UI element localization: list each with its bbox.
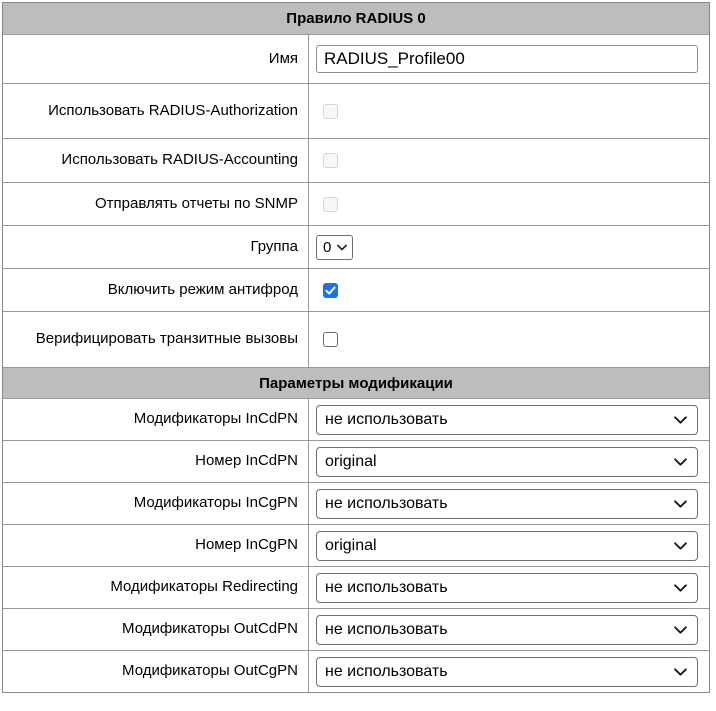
mod-outcdpn-select[interactable] bbox=[316, 615, 698, 645]
mod-redirecting-label: Модификаторы Redirecting bbox=[3, 567, 309, 608]
row-mod-incdpn bbox=[3, 398, 709, 440]
section-title: Параметры модификации bbox=[259, 374, 453, 392]
name-label: Имя bbox=[3, 35, 309, 83]
chevron-down-icon bbox=[674, 500, 687, 508]
row-verify-transit bbox=[3, 311, 709, 367]
radius-accounting-checkbox[interactable] bbox=[323, 153, 338, 168]
num-incgpn-select-value: original bbox=[325, 536, 377, 554]
radius-accounting-label: Использовать RADIUS-Accounting bbox=[3, 139, 309, 182]
num-incgpn-label: Номер InCgPN bbox=[3, 525, 309, 566]
mod-incdpn-select-value: не использовать bbox=[325, 410, 448, 428]
mod-outcdpn-select-value: не использовать bbox=[325, 620, 448, 638]
chevron-down-icon bbox=[674, 668, 687, 676]
chevron-down-icon bbox=[674, 458, 687, 466]
chevron-down-icon bbox=[674, 416, 687, 424]
group-select[interactable] bbox=[316, 235, 353, 260]
verify-transit-checkbox[interactable] bbox=[323, 332, 338, 347]
antifraud-label: Включить режим антифрод bbox=[3, 269, 309, 311]
num-incdpn-label: Номер InCdPN bbox=[3, 441, 309, 482]
row-num-incgpn bbox=[3, 524, 709, 566]
chevron-down-icon bbox=[337, 244, 347, 251]
snmp-reports-label: Отправлять отчеты по SNMP bbox=[3, 183, 309, 225]
mod-incdpn-select[interactable] bbox=[316, 405, 698, 435]
snmp-reports-checkbox[interactable] bbox=[323, 197, 338, 212]
row-name bbox=[3, 34, 709, 83]
row-antifraud bbox=[3, 268, 709, 311]
row-mod-outcgpn bbox=[3, 650, 709, 692]
row-mod-outcdpn bbox=[3, 608, 709, 650]
radius-authorization-checkbox[interactable] bbox=[323, 104, 338, 119]
mod-incgpn-select[interactable] bbox=[316, 489, 698, 519]
row-radius-accounting bbox=[3, 138, 709, 182]
row-mod-incgpn bbox=[3, 482, 709, 524]
mod-outcdpn-label: Модификаторы OutCdPN bbox=[3, 609, 309, 650]
row-num-incdpn bbox=[3, 440, 709, 482]
row-group bbox=[3, 225, 709, 268]
mod-outcgpn-select[interactable] bbox=[316, 657, 698, 687]
section-header-rule bbox=[3, 3, 709, 34]
mod-incgpn-label: Модификаторы InCgPN bbox=[3, 483, 309, 524]
row-radius-authorization bbox=[3, 83, 709, 138]
section-header-modification bbox=[3, 367, 709, 398]
group-label: Группа bbox=[3, 226, 309, 268]
radius-authorization-label: Использовать RADIUS-Authorization bbox=[3, 84, 309, 138]
radius-rule-panel bbox=[2, 2, 710, 693]
mod-incdpn-label: Модификаторы InCdPN bbox=[3, 399, 309, 440]
chevron-down-icon bbox=[674, 584, 687, 592]
check-icon bbox=[325, 286, 336, 295]
mod-outcgpn-select-value: не использовать bbox=[325, 662, 448, 680]
chevron-down-icon bbox=[674, 542, 687, 550]
chevron-down-icon bbox=[674, 626, 687, 634]
row-snmp-reports bbox=[3, 182, 709, 225]
num-incdpn-select[interactable] bbox=[316, 447, 698, 477]
row-mod-redirecting bbox=[3, 566, 709, 608]
name-input[interactable] bbox=[316, 45, 698, 73]
mod-outcgpn-label: Модификаторы OutCgPN bbox=[3, 651, 309, 692]
section-title: Правило RADIUS 0 bbox=[286, 10, 426, 27]
num-incgpn-select[interactable] bbox=[316, 531, 698, 561]
mod-redirecting-select[interactable] bbox=[316, 573, 698, 603]
num-incdpn-select-value: original bbox=[325, 452, 377, 470]
verify-transit-label: Верифицировать транзитные вызовы bbox=[3, 312, 309, 367]
mod-incgpn-select-value: не использовать bbox=[325, 494, 448, 512]
group-select-value: 0 bbox=[323, 238, 332, 256]
mod-redirecting-select-value: не использовать bbox=[325, 578, 448, 596]
antifraud-checkbox[interactable] bbox=[323, 283, 338, 298]
